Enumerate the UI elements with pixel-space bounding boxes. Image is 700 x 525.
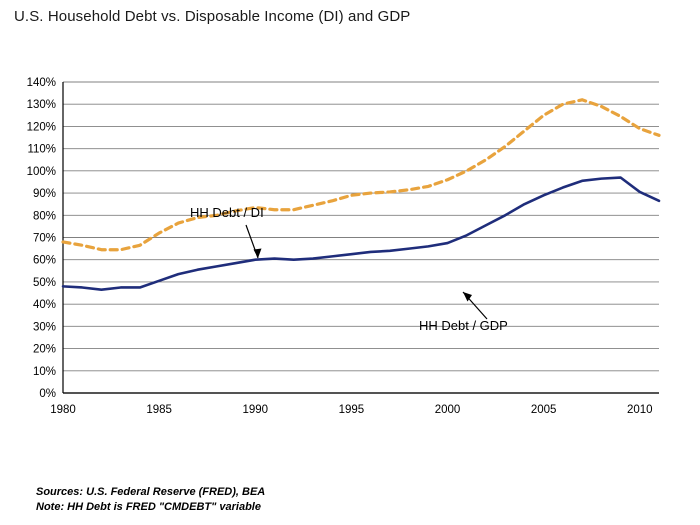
footnote-note: Note: HH Debt is FRED "CMDEBT" variable (36, 501, 261, 513)
page-title: U.S. Household Debt vs. Disposable Income (DI) and GDP (14, 8, 411, 25)
y-tick-label: 40% (32, 299, 56, 312)
x-tick-label: 2000 (434, 404, 461, 416)
footnote-sources: Sources: U.S. Federal Reserve (FRED), BEA (36, 486, 266, 498)
x-tick-label: 1980 (50, 404, 76, 416)
series-annotations (190, 205, 508, 333)
y-tick-label: 90% (32, 188, 56, 201)
y-tick-label: 80% (32, 210, 56, 223)
grid-lines (63, 82, 659, 393)
y-tick-label: 0% (39, 388, 56, 400)
y-tick-label: 50% (32, 276, 56, 289)
hh-debt-di-arrow-head (254, 249, 262, 259)
hh-debt-gdp-label: HH Debt / GDP (419, 318, 508, 333)
x-axis-tick-labels (50, 404, 652, 416)
y-tick-label: 20% (32, 343, 56, 356)
x-tick-label: 1995 (338, 404, 365, 416)
household-debt-line-chart (0, 55, 700, 435)
series-line (63, 100, 659, 250)
y-tick-label: 130% (26, 99, 56, 112)
x-tick-label: 2005 (530, 404, 557, 416)
y-tick-label: 30% (32, 321, 56, 334)
y-tick-label: 70% (32, 232, 56, 245)
hh-debt-di-label: HH Debt / DI (190, 205, 264, 220)
y-axis-tick-labels (27, 77, 56, 400)
y-tick-label: 110% (27, 143, 56, 156)
x-tick-label: 1990 (242, 404, 269, 416)
chart-container (0, 55, 700, 435)
y-tick-label: 120% (26, 121, 56, 134)
y-tick-label: 100% (26, 165, 56, 178)
data-series-group (63, 100, 659, 290)
y-tick-label: 140% (26, 77, 56, 89)
series-line (63, 178, 659, 290)
y-tick-label: 60% (32, 254, 56, 267)
x-tick-label: 2010 (626, 404, 653, 416)
x-tick-label: 1985 (146, 404, 172, 416)
footnotes (36, 485, 265, 515)
y-tick-label: 10% (32, 365, 56, 378)
